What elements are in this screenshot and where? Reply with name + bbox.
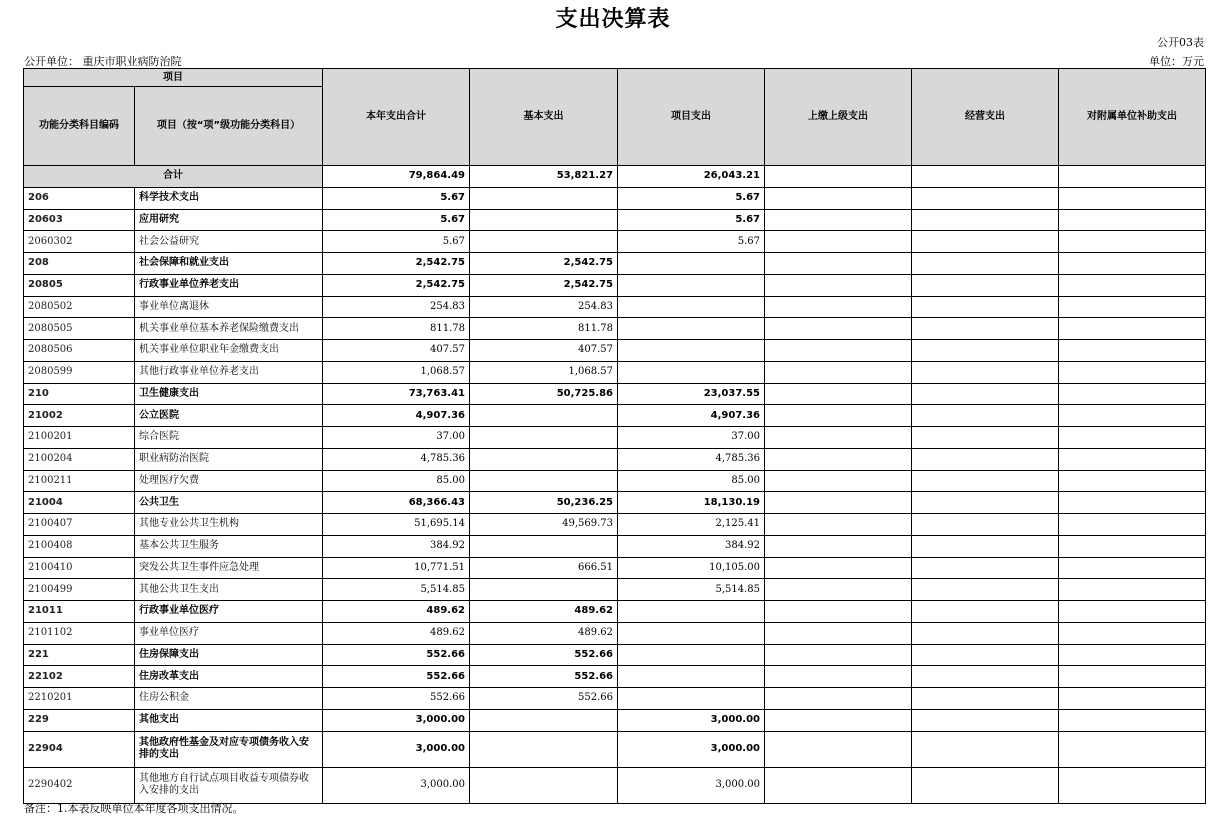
cell-subsidy	[1059, 470, 1206, 492]
unit-label: 单位：万元	[1149, 55, 1204, 68]
table-row	[24, 731, 1206, 767]
table-row	[24, 709, 1206, 731]
table-row	[24, 688, 1206, 710]
cell-name: 突发公共卫生事件应急处理	[135, 557, 323, 579]
cell-subsidy	[1059, 709, 1206, 731]
cell-code: 208	[24, 253, 135, 275]
cell-business	[912, 361, 1059, 383]
table-row	[24, 622, 1206, 644]
cell-basic: 811.78	[470, 318, 618, 340]
cell-code: 22102	[24, 666, 135, 688]
cell-upper	[765, 340, 912, 362]
cell-basic	[470, 579, 618, 601]
expenditure-table	[23, 68, 1206, 804]
cell-business	[912, 231, 1059, 253]
table-row	[24, 470, 1206, 492]
cell-basic: 489.62	[470, 601, 618, 623]
cell-total: 489.62	[323, 601, 470, 623]
cell-basic: 552.66	[470, 666, 618, 688]
cell-total: 5.67	[323, 187, 470, 209]
cell-code: 2060302	[24, 231, 135, 253]
cell-name: 职业病防治医院	[135, 448, 323, 470]
cell-subsidy	[1059, 187, 1206, 209]
cell-project	[618, 340, 765, 362]
cell-project: 384.92	[618, 535, 765, 557]
cell-business	[912, 274, 1059, 296]
cell-code: 210	[24, 383, 135, 405]
cell-subsidy	[1059, 688, 1206, 710]
cell-basic	[470, 405, 618, 427]
cell-name: 社会保障和就业支出	[135, 253, 323, 275]
cell-upper	[765, 448, 912, 470]
cell-total: 3,000.00	[323, 767, 470, 803]
cell-name: 公立医院	[135, 405, 323, 427]
cell-subsidy	[1059, 731, 1206, 767]
cell-upper	[765, 187, 912, 209]
cell-business	[912, 622, 1059, 644]
cell-project: 5.67	[618, 231, 765, 253]
cell-name: 应用研究	[135, 209, 323, 231]
cell-name: 社会公益研究	[135, 231, 323, 253]
cell-basic	[470, 209, 618, 231]
cell-project: 3,000.00	[618, 709, 765, 731]
cell-basic: 50,236.25	[470, 492, 618, 514]
cell-code: 2100410	[24, 557, 135, 579]
cell-business	[912, 492, 1059, 514]
cell-total: 3,000.00	[323, 731, 470, 767]
cell-total: 73,763.41	[323, 383, 470, 405]
cell-name: 其他行政事业单位养老支出	[135, 361, 323, 383]
cell-business	[912, 318, 1059, 340]
table-row	[24, 535, 1206, 557]
table-row	[24, 514, 1206, 536]
cell-code: 2080599	[24, 361, 135, 383]
cell-business	[912, 209, 1059, 231]
cell-total: 552.66	[323, 666, 470, 688]
cell-total: 407.57	[323, 340, 470, 362]
cell-project	[618, 666, 765, 688]
cell-name: 其他政府性基金及对应专项债务收入安排的支出	[135, 731, 323, 767]
cell-total: 384.92	[323, 535, 470, 557]
cell-name: 住房公积金	[135, 688, 323, 710]
cell-basic: 666.51	[470, 557, 618, 579]
cell-name: 行政事业单位医疗	[135, 601, 323, 623]
cell-business	[912, 427, 1059, 449]
table-row	[24, 209, 1206, 231]
cell-code: 2100499	[24, 579, 135, 601]
cell-project	[618, 601, 765, 623]
table-row	[24, 448, 1206, 470]
cell-basic	[470, 767, 618, 803]
cell-business	[912, 470, 1059, 492]
header-name: 项目（按“项”级功能分类科目）	[135, 87, 323, 166]
cell-upper	[765, 666, 912, 688]
header-total: 本年支出合计	[323, 69, 470, 166]
cell-total: 3,000.00	[323, 709, 470, 731]
total-cell-business	[912, 166, 1059, 188]
cell-project: 18,130.19	[618, 492, 765, 514]
org-label: 公开单位：	[24, 55, 79, 68]
cell-name: 机关事业单位基本养老保险缴费支出	[135, 318, 323, 340]
cell-upper	[765, 253, 912, 275]
cell-project	[618, 361, 765, 383]
cell-project	[618, 318, 765, 340]
header-item-group: 项目	[24, 69, 323, 87]
cell-project	[618, 296, 765, 318]
cell-upper	[765, 601, 912, 623]
table-row	[24, 666, 1206, 688]
cell-subsidy	[1059, 666, 1206, 688]
cell-business	[912, 448, 1059, 470]
total-label: 合计	[24, 166, 323, 188]
cell-total: 811.78	[323, 318, 470, 340]
cell-business	[912, 557, 1059, 579]
table-row	[24, 296, 1206, 318]
cell-business	[912, 601, 1059, 623]
cell-total: 489.62	[323, 622, 470, 644]
cell-business	[912, 187, 1059, 209]
cell-name: 其他支出	[135, 709, 323, 731]
cell-upper	[765, 644, 912, 666]
cell-total: 254.83	[323, 296, 470, 318]
table-row	[24, 427, 1206, 449]
cell-business	[912, 644, 1059, 666]
cell-name: 基本公共卫生服务	[135, 535, 323, 557]
cell-name: 处理医疗欠费	[135, 470, 323, 492]
cell-business	[912, 535, 1059, 557]
cell-subsidy	[1059, 274, 1206, 296]
cell-basic: 2,542.75	[470, 274, 618, 296]
cell-business	[912, 383, 1059, 405]
cell-project: 3,000.00	[618, 767, 765, 803]
cell-name: 事业单位离退休	[135, 296, 323, 318]
cell-code: 2100204	[24, 448, 135, 470]
cell-project: 37.00	[618, 427, 765, 449]
organization	[24, 53, 182, 69]
cell-business	[912, 514, 1059, 536]
table-row	[24, 601, 1206, 623]
cell-subsidy	[1059, 296, 1206, 318]
total-cell-upper	[765, 166, 912, 188]
cell-business	[912, 405, 1059, 427]
cell-code: 2080505	[24, 318, 135, 340]
cell-subsidy	[1059, 514, 1206, 536]
cell-subsidy	[1059, 427, 1206, 449]
header-business: 经营支出	[912, 69, 1059, 166]
cell-upper	[765, 492, 912, 514]
cell-project	[618, 688, 765, 710]
cell-upper	[765, 383, 912, 405]
cell-basic	[470, 187, 618, 209]
cell-subsidy	[1059, 579, 1206, 601]
cell-subsidy	[1059, 231, 1206, 253]
cell-project: 23,037.55	[618, 383, 765, 405]
footnote: 备注：1.本表反映单位本年度各项支出情况。	[24, 802, 244, 815]
cell-name: 机关事业单位职业年金缴费支出	[135, 340, 323, 362]
cell-project: 5.67	[618, 187, 765, 209]
cell-total: 5.67	[323, 209, 470, 231]
cell-subsidy	[1059, 644, 1206, 666]
table-row	[24, 767, 1206, 803]
table-row	[24, 231, 1206, 253]
cell-project	[618, 622, 765, 644]
cell-name: 事业单位医疗	[135, 622, 323, 644]
cell-total: 5.67	[323, 231, 470, 253]
cell-code: 2101102	[24, 622, 135, 644]
org-name: 重庆市职业病防治院	[82, 55, 182, 68]
cell-total: 85.00	[323, 470, 470, 492]
cell-basic: 2,542.75	[470, 253, 618, 275]
cell-name: 行政事业单位养老支出	[135, 274, 323, 296]
cell-basic	[470, 448, 618, 470]
cell-subsidy	[1059, 492, 1206, 514]
table-row	[24, 274, 1206, 296]
cell-subsidy	[1059, 557, 1206, 579]
table-row	[24, 340, 1206, 362]
cell-total: 37.00	[323, 427, 470, 449]
cell-upper	[765, 470, 912, 492]
cell-code: 2100201	[24, 427, 135, 449]
cell-upper	[765, 296, 912, 318]
cell-project: 2,125.41	[618, 514, 765, 536]
cell-basic	[470, 470, 618, 492]
cell-basic: 552.66	[470, 688, 618, 710]
table-row	[24, 253, 1206, 275]
cell-code: 2100211	[24, 470, 135, 492]
cell-upper	[765, 535, 912, 557]
cell-code: 22904	[24, 731, 135, 767]
cell-name: 科学技术支出	[135, 187, 323, 209]
cell-project	[618, 274, 765, 296]
cell-basic	[470, 731, 618, 767]
cell-subsidy	[1059, 209, 1206, 231]
cell-code: 2080502	[24, 296, 135, 318]
page-title: 支出决算表	[555, 7, 671, 32]
cell-code: 221	[24, 644, 135, 666]
cell-upper	[765, 579, 912, 601]
header-row-top	[24, 69, 1206, 87]
total-cell-project: 26,043.21	[618, 166, 765, 188]
cell-name: 公共卫生	[135, 492, 323, 514]
cell-subsidy	[1059, 601, 1206, 623]
cell-code: 21004	[24, 492, 135, 514]
cell-code: 2290402	[24, 767, 135, 803]
cell-upper	[765, 427, 912, 449]
cell-subsidy	[1059, 448, 1206, 470]
cell-total: 2,542.75	[323, 253, 470, 275]
cell-name: 其他公共卫生支出	[135, 579, 323, 601]
total-cell-total: 79,864.49	[323, 166, 470, 188]
cell-upper	[765, 622, 912, 644]
table-row	[24, 318, 1206, 340]
table-row	[24, 405, 1206, 427]
header-code: 功能分类科目编码	[24, 87, 135, 166]
cell-total: 4,785.36	[323, 448, 470, 470]
cell-upper	[765, 318, 912, 340]
cell-basic: 49,569.73	[470, 514, 618, 536]
cell-project	[618, 644, 765, 666]
cell-basic: 489.62	[470, 622, 618, 644]
cell-business	[912, 579, 1059, 601]
cell-business	[912, 340, 1059, 362]
table-row	[24, 361, 1206, 383]
cell-subsidy	[1059, 318, 1206, 340]
total-cell-basic: 53,821.27	[470, 166, 618, 188]
cell-upper	[765, 557, 912, 579]
cell-code: 20805	[24, 274, 135, 296]
cell-code: 2080506	[24, 340, 135, 362]
cell-business	[912, 296, 1059, 318]
cell-upper	[765, 405, 912, 427]
cell-upper	[765, 209, 912, 231]
form-code: 公开03表	[1157, 36, 1204, 49]
cell-subsidy	[1059, 767, 1206, 803]
cell-total: 4,907.36	[323, 405, 470, 427]
cell-code: 21011	[24, 601, 135, 623]
cell-code: 229	[24, 709, 135, 731]
cell-subsidy	[1059, 405, 1206, 427]
cell-business	[912, 709, 1059, 731]
cell-code: 20603	[24, 209, 135, 231]
cell-project: 5.67	[618, 209, 765, 231]
cell-subsidy	[1059, 361, 1206, 383]
cell-project: 4,785.36	[618, 448, 765, 470]
cell-basic: 552.66	[470, 644, 618, 666]
table-row	[24, 644, 1206, 666]
cell-subsidy	[1059, 340, 1206, 362]
cell-upper	[765, 767, 912, 803]
cell-total: 5,514.85	[323, 579, 470, 601]
cell-basic	[470, 709, 618, 731]
cell-business	[912, 731, 1059, 767]
cell-basic	[470, 535, 618, 557]
header-project: 项目支出	[618, 69, 765, 166]
header-basic: 基本支出	[470, 69, 618, 166]
cell-basic	[470, 231, 618, 253]
total-row	[24, 166, 1206, 188]
header-subsidy: 对附属单位补助支出	[1059, 69, 1206, 166]
cell-project	[618, 253, 765, 275]
cell-upper	[765, 514, 912, 536]
cell-upper	[765, 731, 912, 767]
table-row	[24, 383, 1206, 405]
cell-business	[912, 253, 1059, 275]
cell-code: 21002	[24, 405, 135, 427]
cell-subsidy	[1059, 622, 1206, 644]
cell-project: 10,105.00	[618, 557, 765, 579]
cell-code: 2100408	[24, 535, 135, 557]
cell-upper	[765, 274, 912, 296]
cell-name: 卫生健康支出	[135, 383, 323, 405]
cell-business	[912, 688, 1059, 710]
cell-basic: 407.57	[470, 340, 618, 362]
cell-project: 3,000.00	[618, 731, 765, 767]
cell-code: 206	[24, 187, 135, 209]
cell-name: 住房保障支出	[135, 644, 323, 666]
cell-total: 68,366.43	[323, 492, 470, 514]
cell-name: 其他地方自行试点项目收益专项债券收入安排的支出	[135, 767, 323, 803]
table-row	[24, 579, 1206, 601]
cell-total: 2,542.75	[323, 274, 470, 296]
cell-project: 4,907.36	[618, 405, 765, 427]
cell-total: 1,068.57	[323, 361, 470, 383]
cell-basic: 254.83	[470, 296, 618, 318]
cell-name: 综合医院	[135, 427, 323, 449]
cell-upper	[765, 361, 912, 383]
cell-name: 其他专业公共卫生机构	[135, 514, 323, 536]
cell-upper	[765, 688, 912, 710]
cell-total: 51,695.14	[323, 514, 470, 536]
cell-basic: 50,725.86	[470, 383, 618, 405]
cell-code: 2100407	[24, 514, 135, 536]
cell-subsidy	[1059, 383, 1206, 405]
cell-upper	[765, 231, 912, 253]
cell-basic	[470, 427, 618, 449]
cell-business	[912, 767, 1059, 803]
header-upper: 上缴上级支出	[765, 69, 912, 166]
cell-business	[912, 666, 1059, 688]
cell-basic: 1,068.57	[470, 361, 618, 383]
cell-total: 552.66	[323, 644, 470, 666]
cell-name: 住房改革支出	[135, 666, 323, 688]
table-row	[24, 492, 1206, 514]
cell-total: 552.66	[323, 688, 470, 710]
cell-project: 85.00	[618, 470, 765, 492]
cell-total: 10,771.51	[323, 557, 470, 579]
table-row	[24, 557, 1206, 579]
cell-upper	[765, 709, 912, 731]
cell-subsidy	[1059, 253, 1206, 275]
table-row	[24, 187, 1206, 209]
cell-subsidy	[1059, 535, 1206, 557]
cell-project: 5,514.85	[618, 579, 765, 601]
cell-code: 2210201	[24, 688, 135, 710]
total-cell-subsidy	[1059, 166, 1206, 188]
